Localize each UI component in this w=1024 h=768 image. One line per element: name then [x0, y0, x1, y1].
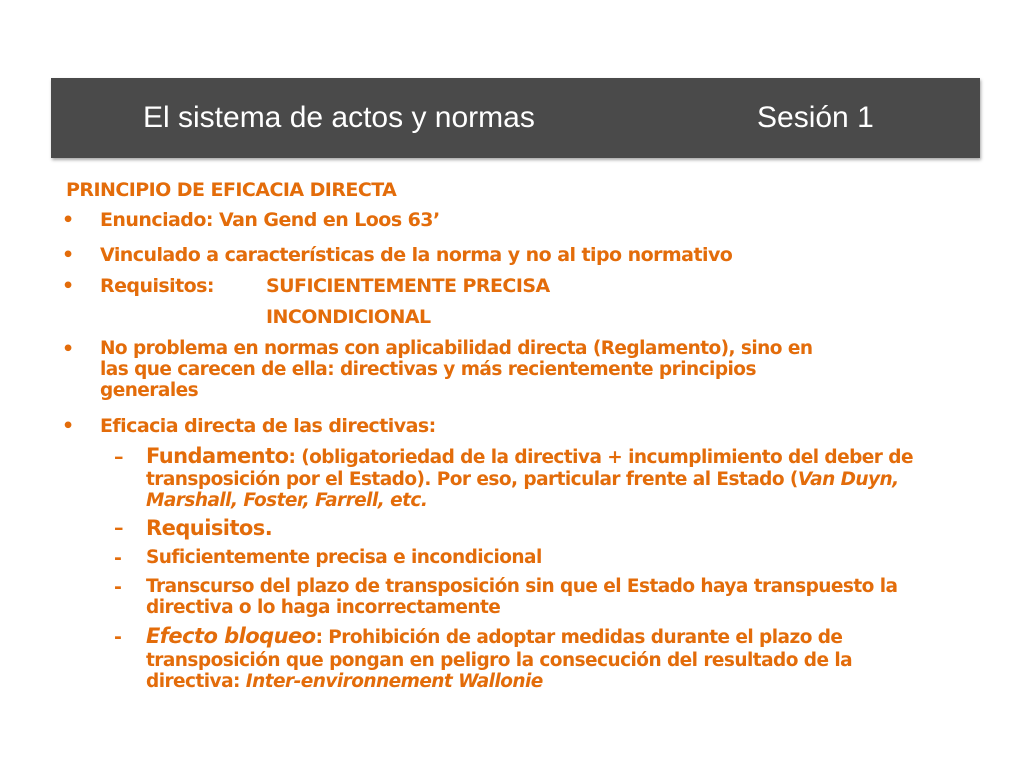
- bloqueo-text-1: : Prohibición de adoptar medidas durante el plazo de: [315, 627, 843, 648]
- bullet-no-problema-line1: No problema en normas con aplicabilidad directa (Reglamento), sino en: [100, 338, 813, 359]
- hyphen-mark: -: [114, 626, 122, 648]
- bullet-no-problema-line3: generales: [100, 380, 199, 401]
- bullet-no-problema-line2: las que carecen de ella: directivas y más recientemente principios: [100, 359, 756, 380]
- hyphen-mark: -: [114, 576, 122, 598]
- bullet-mark: •: [62, 275, 75, 297]
- dash-mark: –: [114, 517, 124, 539]
- hyphen-mark: -: [114, 547, 122, 569]
- fundamento-text-2: transposición por el Estado). Por eso, particular frente al Estado (: [146, 469, 798, 490]
- sub-requisitos: Requisitos.: [146, 516, 273, 540]
- requisito-precisa: SUFICIENTEMENTE PRECISA: [266, 275, 550, 297]
- bullet-vinculado: Vinculado a características de la norma y no al tipo normativo: [100, 244, 733, 266]
- section-heading: PRINCIPIO DE EFICACIA DIRECTA: [66, 179, 397, 201]
- requisito-a: Suficientemente precisa e incondicional: [146, 547, 542, 568]
- fundamento-case-van-duyn: Van Duyn,: [797, 469, 899, 490]
- sub-fundamento-line3: Marshall, Foster, Farrell, etc.: [146, 490, 428, 511]
- fundamento-label: Fundamento: [146, 444, 289, 468]
- bloqueo-label: Efecto bloqueo: [146, 624, 316, 648]
- fundamento-text-1: : (obligatoriedad de la directiva + incumplimiento del deber de: [288, 447, 913, 468]
- bullet-enunciado: Enunciado: Van Gend en Loos 63’: [100, 209, 440, 231]
- bullet-eficacia: Eficacia directa de las directivas:: [100, 415, 436, 437]
- sub-fundamento-line2: [146, 469, 899, 490]
- bloqueo-line2: transposición que pongan en peligro la consecución del resultado de la: [146, 650, 853, 671]
- sub-fundamento-line1: [146, 446, 913, 468]
- dash-mark: –: [114, 446, 124, 468]
- bloqueo-line3: [146, 671, 543, 692]
- session-label: Sesión 1: [757, 101, 874, 134]
- bullet-mark: •: [62, 244, 75, 266]
- bloqueo-text-3: directiva:: [146, 671, 246, 692]
- bullet-mark: •: [62, 209, 75, 231]
- bloqueo-case-wallonie: Inter-environnement Wallonie: [245, 671, 543, 692]
- bullet-mark: •: [62, 338, 75, 360]
- slide-title: El sistema de actos y normas: [143, 101, 535, 134]
- bullet-mark: •: [62, 415, 75, 437]
- requisito-b-line1: Transcurso del plazo de transposición sin que el Estado haya transpuesto la: [146, 576, 898, 597]
- requisito-b-line2: directiva o lo haga incorrectamente: [146, 597, 501, 618]
- bullet-requisitos-label: Requisitos:: [100, 275, 214, 297]
- requisito-incondicional: INCONDICIONAL: [266, 306, 431, 328]
- bloqueo-line1: [146, 626, 842, 648]
